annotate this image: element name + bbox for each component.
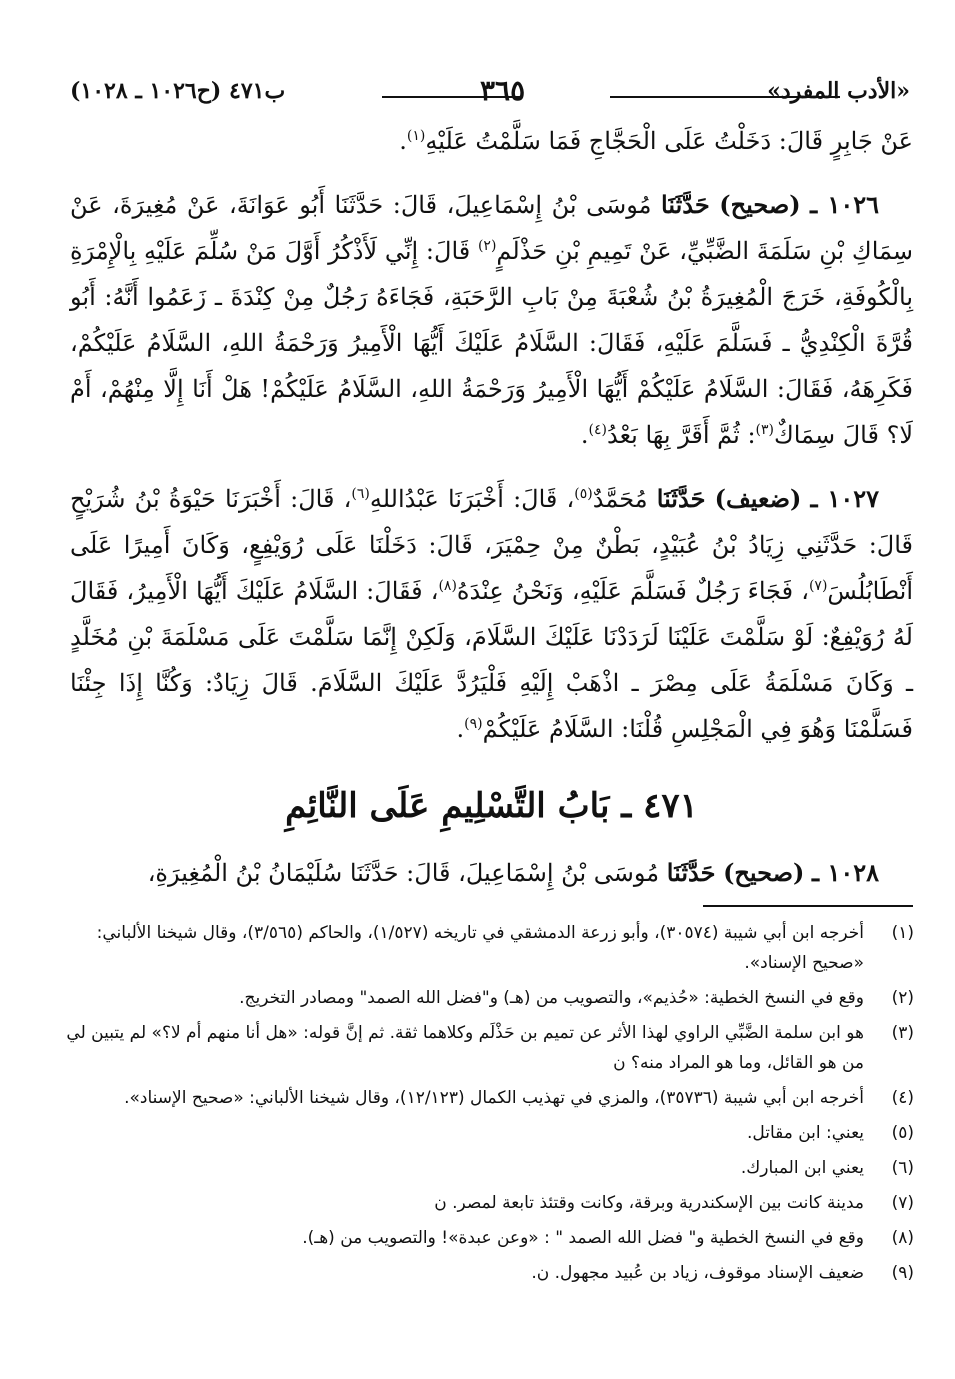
footnote-text: أخرجه ابن أبي شيبة (٣٠٥٧٤)، وأبو زرعة الدمشقي في تاريخه (١/٥٢٧)، والحاكم (٣/٥٦٥)، وقال شيخنا الألباني: «صحيح الإسناد».: [96, 923, 864, 973]
hadith-text: مُحَمَّدٌ: [592, 485, 657, 513]
hadith-grade: (صحيح): [723, 858, 805, 887]
footnote-ref: (٢): [477, 238, 497, 254]
footnote-marker: (٥): [891, 1123, 914, 1143]
footnote-ref: (٦): [351, 486, 370, 502]
footnote-text: هو ابن سلمة الضَّبِّي الراوي لهذا الأثر عن تميم بن حَذْلَم وكلاهما ثقة. ثم إنَّ قوله: «هل أنا منهم أم لا؟» لم يتبين لي من هو القائل، وما هو المراد منه؟ ن: [66, 1023, 864, 1073]
narration-word: حَدَّثَنَا: [661, 190, 710, 219]
hadith-number: ١٠٢٦ ـ: [810, 190, 879, 219]
continuation-text: عَنْ جَابِرٍ قَالَ: دَخَلْتُ عَلَى الْحَجَّاجِ فَمَا سَلَّمْتُ عَلَيْهِ: [425, 127, 913, 155]
book-title: «الأدب المفرد»: [767, 78, 910, 104]
header-rule: [382, 96, 522, 98]
continuation-paragraph: [70, 118, 913, 164]
hadith-number: ١٠٢٨ ـ: [812, 858, 879, 887]
hadith-text: ، قَالَ: أَخْبَرَنَا حَيْوَةُ بْنُ شُرَيْحٍ قَالَ: حَدَّثَنِي زِيَادُ بْنُ عُبَيْدٍ، بَطْنٌ مِنْ حِمْيَرَ، قَالَ: دَخَلْنَا عَلَى رُوَيْفِعٍ، وَكَانَ أَمِيرًا عَلَى أَنْطَابُلُسَ: [70, 485, 913, 605]
page-number: ٣٦٥: [480, 74, 526, 107]
punctuation: .: [399, 127, 407, 155]
hadith-text: ، فَقَالَ: السَّلَامُ عَلَيْكَ أَيُّهَا الْأَمِيرُ، فَقَالَ لَهُ رُوَيْفِعٌ: لَوْ سَلَّمْتَ عَلَيْنَا لَرَدَدْنَا عَلَيْكَ السَّلَامَ، وَلَكِنْ إِنَّمَا سَلَّمْتَ عَلَى مَسْلَمَةَ بْنِ مُخَلَّدٍ ـ وَكَانَ مَسْلَمَةُ عَلَى مِصْرَ ـ اذْهَبْ إِلَيْهِ فَلْيَرُدَّ عَلَيْكَ السَّلَامَ. قَالَ زِيَادٌ: وَكُنَّا إِذَا جِئْنَا فَسَلَّمْنَا وَهُوَ فِي الْمَجْلِسِ قُلْنَا: السَّلَامُ عَلَيْكُمْ: [70, 577, 913, 743]
footnote-marker: (١): [891, 923, 914, 943]
footnote-ref: (٣): [755, 422, 775, 438]
hadith-grade: (ضعيف): [714, 484, 802, 513]
footnote-marker: (٦): [891, 1158, 914, 1178]
footnote-text: أخرجه ابن أبي شيبة (٣٥٧٣٦)، والمزي في تهذيب الكمال (١٢/١٢٣)، وقال شيخنا الألباني: «صحيح الإسناد».: [124, 1088, 864, 1108]
hadith-1027: [70, 476, 913, 752]
footnote-separator: [703, 905, 913, 907]
narration-word: حَدَّثَنَا: [666, 858, 716, 887]
footnote: [66, 1258, 914, 1288]
hadith-1026: [70, 182, 913, 458]
footnote-text: وقع في النسخ الخطية و" فضل الله الصمد " : «وعن عبدة»! والتصويب من (هـ).: [302, 1228, 864, 1248]
footnote-marker: (٩): [891, 1263, 914, 1283]
footnote: [66, 1188, 914, 1218]
hadith-1028: [70, 850, 913, 896]
footnote-ref: (٥): [574, 486, 593, 502]
footnote: [66, 918, 914, 978]
footnote: [66, 1223, 914, 1253]
hadith-text: قَالَ: إِنِّي لَأَذْكُرُ أَوَّلَ مَنْ سُلِّمَ عَلَيْهِ بِالْإِمْرَةِ بِالْكُوفَةِ، خَرَجَ الْمُغِيرَةُ بْنُ شُعْبَةَ مِنْ بَابِ الرَّحَبَةِ، فَجَاءَهُ رَجُلٌ مِنْ كِنْدَةَ ـ زَعَمُوا أَنَّهُ: أَبُو قُرَّةَ الْكِنْدِيُّ ـ فَسَلَّمَ عَلَيْهِ، فَقَالَ: السَّلَامُ عَلَيْكَ أَيُّهَا الْأَمِيرُ وَرَحْمَةُ اللهِ، السَّلَامُ عَلَيْكُمْ، فَكَرِهَهُ، فَقَالَ: السَّلَامُ عَلَيْكُمْ أَيُّهَا الْأَمِيرُ وَرَحْمَةُ اللهِ، السَّلَامُ عَلَيْكُمْ! هَلْ أَنَا إِلَّا مِنْهُمْ، أَمْ لَا؟ قَالَ سِمَاكٌ: [70, 237, 914, 449]
hadith-text: ، قَالَ: أَخْبَرَنَا عَبْدُاللهِ: [369, 485, 575, 513]
footnote-marker: (٢): [891, 988, 914, 1008]
footnote-marker: (٨): [891, 1228, 914, 1248]
header-rule: [610, 96, 840, 98]
footnote-text: يعني: ابن مقاتل.: [746, 1123, 864, 1143]
footnote-text: ضعيف الإسناد موقوف، زياد بن عُبيد مجهول. ن.: [531, 1263, 864, 1283]
footnote-ref: (٨): [438, 578, 457, 594]
punctuation: .: [456, 715, 465, 743]
hadith-text: مُوسَى بْنُ إِسْمَاعِيلَ، قَالَ: حَدَّثَنَا أَبُو عَوَانَةَ، عَنْ مُغِيرَةَ، عَنْ سِمَاكِ بْنِ سَلَمَةَ الضَّبِّيِّ، عَنْ تَمِيمِ بْنِ حَذْلَمٍ: [70, 191, 913, 265]
hadith-number: ١٠٢٧ ـ: [810, 484, 880, 513]
footnote-ref: (٩): [464, 716, 483, 732]
running-header: [70, 74, 910, 114]
hadith-grade: (صحيح): [719, 190, 801, 219]
chapter-reference: ب٤٧١ (ح١٠٢٦ ـ ١٠٢٨): [70, 78, 286, 104]
footnote-ref: (٧): [808, 578, 828, 594]
chapter-title: ٤٧١ ـ بَابُ التَّسْلِيمِ عَلَى النَّائِمِ: [285, 786, 698, 826]
footnotes: [66, 918, 914, 1293]
punctuation: .: [580, 421, 589, 449]
hadith-text: : ثُمَّ أَقَرَّ بِهَا بَعْدُ: [607, 421, 756, 449]
footnote-marker: (٧): [891, 1193, 914, 1213]
footnote-ref: (٤): [588, 422, 607, 438]
footnote-text: يعني ابن المبارك.: [740, 1158, 864, 1178]
footnote-text: مدينة كانت بين الإسكندرية وبرقة، وكانت وقتئذ تابعة لمصر. ن: [434, 1193, 864, 1213]
footnote: [66, 1018, 914, 1078]
main-text: [70, 118, 913, 896]
footnote: [66, 1083, 914, 1113]
hadith-text: مُوسَى بْنُ إِسْمَاعِيلَ، قَالَ: حَدَّثَنَا سُلَيْمَانُ بْنُ الْمُغِيرَةِ،: [147, 859, 667, 887]
footnote: [66, 983, 914, 1013]
footnote-text: وقع في النسخ الخطية: «حُذيم»، والتصويب من (هـ) و"فضل الله الصمد" ومصادر التخريج.: [239, 988, 864, 1008]
footnote: [66, 1153, 914, 1183]
hadith-text: ، فَجَاءَ رَجُلٌ فَسَلَّمَ عَلَيْهِ، وَنَحْنُ عِنْدَهُ: [456, 577, 809, 605]
footnote-marker: (٣): [891, 1023, 914, 1043]
narration-word: حَدَّثَنَا: [656, 484, 706, 513]
footnote-marker: (٤): [891, 1088, 914, 1108]
footnote-ref: (١): [406, 128, 426, 144]
footnote: [66, 1118, 914, 1148]
